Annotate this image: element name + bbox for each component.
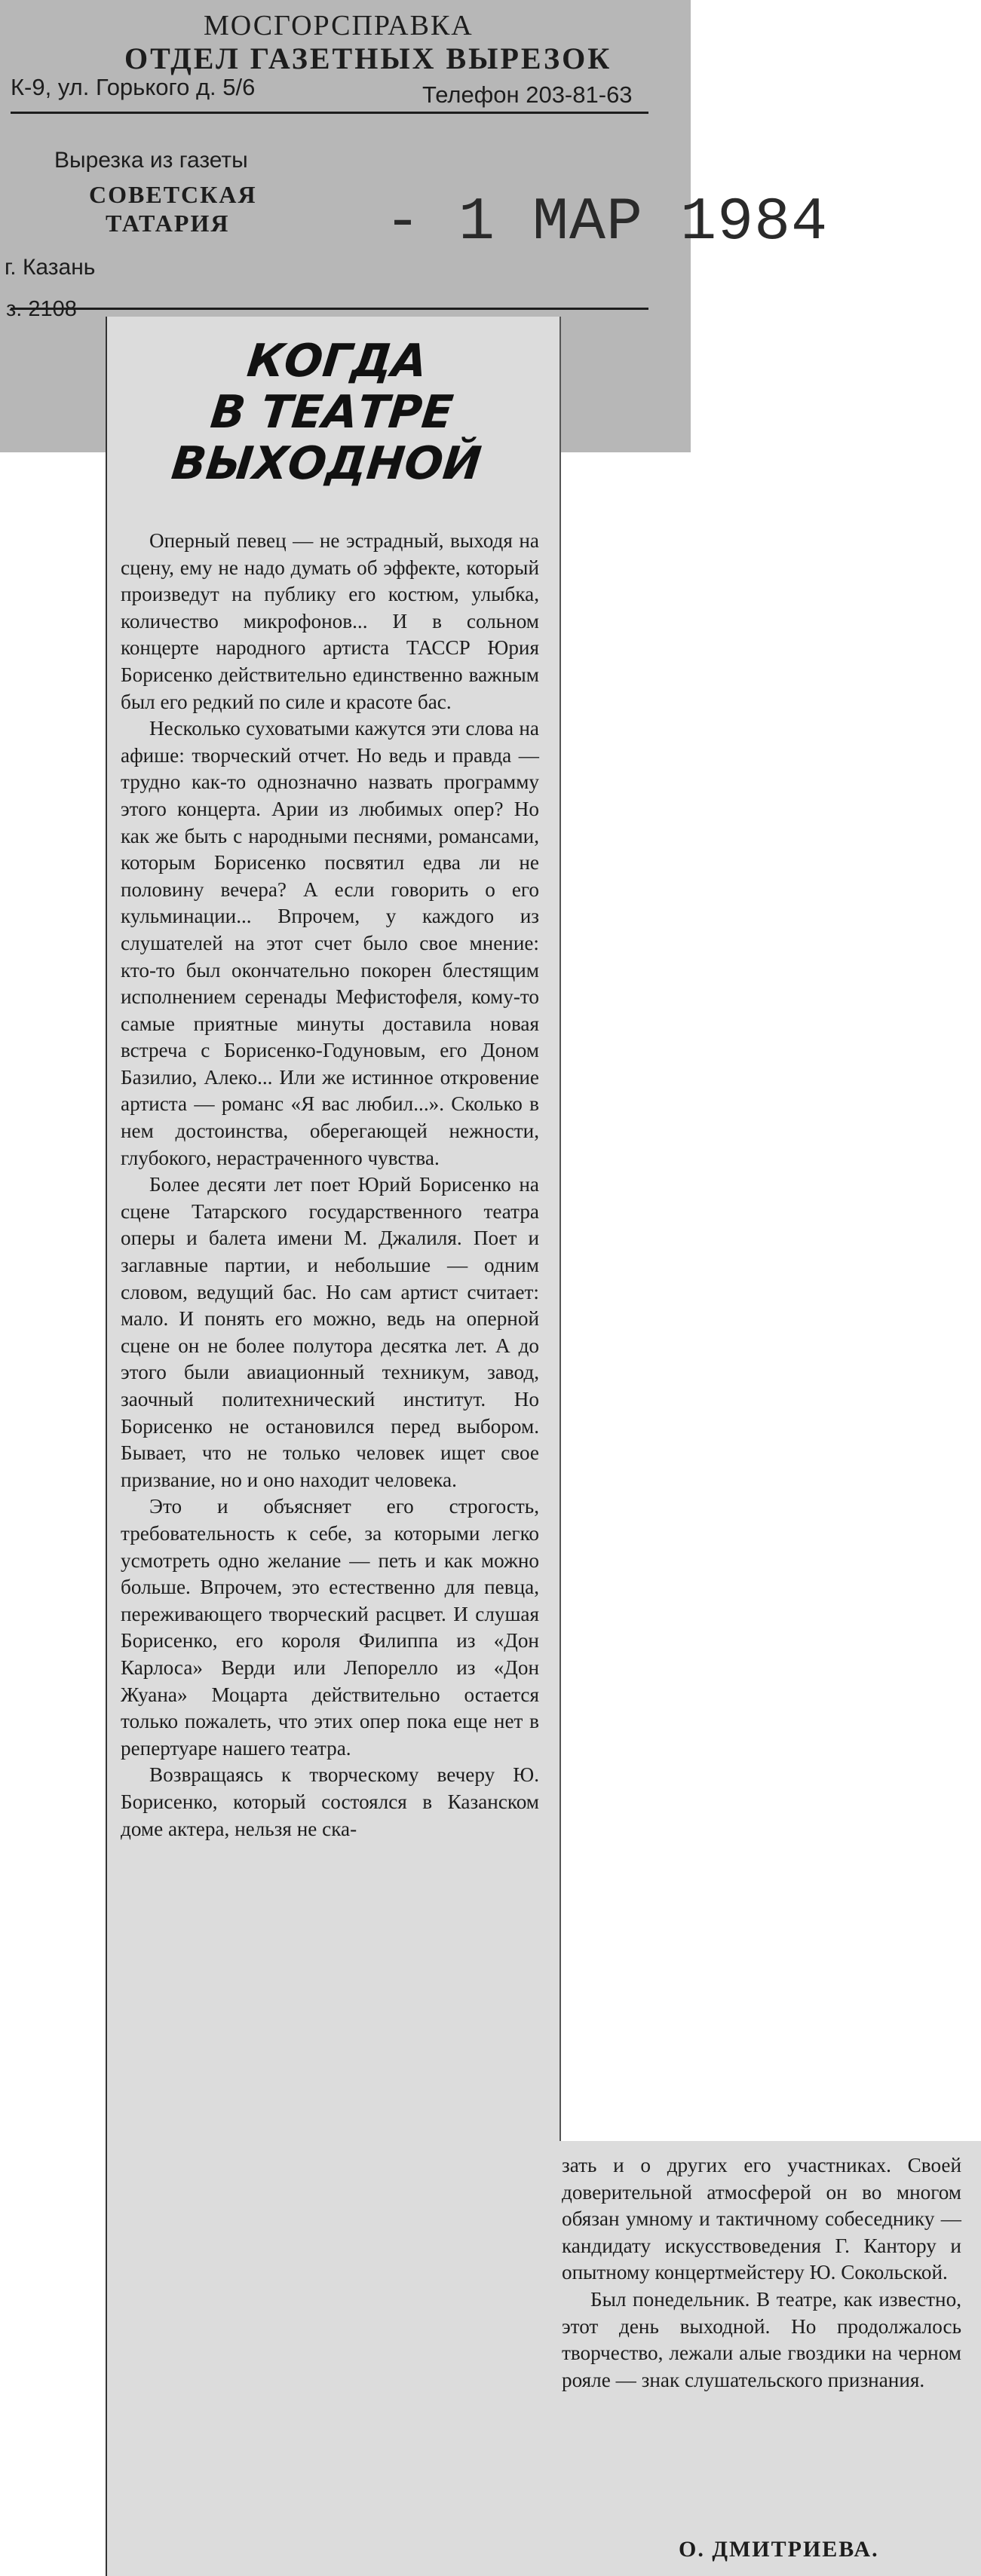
paragraph-2: Несколько суховатыми кажутся эти слова на афише: творческий отчет. Но ведь и правда — трудно как-то однозначно назвать программу этого концерта. Арии из любимых опер? Но как же быть с народными песнями, романсами, которым Борисенко посвятил едва ли не половину вечера? А если говорить о его кульминации... Впрочем, у каждого из слушателей на этот счет было свое мнение: кто-то был окончательно покорен блестящим исполнением серенады Мефистофеля, кому-то самые приятные минуты доставила новая встреча с Борисенко-Годуновым, его Доном Базилио, Алеко... Или же истинное откровение артиста — романс «Я вас любил...». Сколько в нем достоинства, оберегающей нежности, глубокого, нерастраченного чувства. (121, 717, 539, 1169)
paragraph-6: зать и о других его участниках. Своей доверительной атмосферой он во многом обязан умному и тактичному собеседнику — кандидату искусствоведения Г. Кантору и опытному концертмейстеру Ю. Сокольской. (562, 2154, 961, 2284)
agency-phone: Телефон 203-81-63 (422, 81, 633, 108)
paragraph-1: Оперный певец — не эстрадный, выходя на сцену, ему не надо думать об эффекте, который произведут на публику его костюм, улыбка, количество микрофонов... И в сольном концерте народного артиста ТАССР Юрия Борисенко действительно единственно важным был его редкий по силе и красоте бас. (121, 529, 539, 713)
paragraph-5: Возвращаясь к творческому вечеру Ю. Борисенко, который состоялся в Казанском доме актера, нельзя не ска- (121, 1763, 539, 1840)
title-line-2: В ТЕАТРЕ (207, 386, 456, 439)
paragraph-3: Более десяти лет поет Юрий Борисенко на сцене Татарского государственного театра оперы и балета имени М. Джалиля. Поет и заглавные партии, и небольшие — одним словом, ведущий бас. Но сам артист считает: мало. И понять его можно, ведь на оперной сцене он не более полутора десятка лет. А до этого были авиационный техникум, завод, заочный политехнический институт. Но Борисенко не остановился перед выбором. Бывает, что не только человек ищет свое призвание, но и оно находит человека. (121, 1173, 539, 1491)
article-body-column-2 (562, 2152, 961, 2394)
date-stamp: - 1 МАР 1984 (385, 188, 829, 257)
newspaper-name-line2: ТАТАРИЯ (106, 210, 230, 237)
header-rule-top (11, 112, 648, 114)
department-name: ОТДЕЛ ГАЗЕТНЫХ ВЫРЕЗОК (124, 41, 612, 75)
agency-name: МОСГОРСПРАВКА (204, 10, 474, 41)
title-line-3: ВЫХОДНОЙ (169, 437, 484, 490)
title-line-1: КОГДА (244, 335, 430, 387)
city-label: г. Казань (5, 255, 96, 280)
paragraph-7: Был понедельник. В театре, как известно, этот день выходной. Но продолжалось творчество, лежали алые гвоздики на черном рояле — знак слушательского признания. (562, 2287, 961, 2391)
article-title (105, 335, 558, 489)
header-rule-bottom (11, 308, 648, 310)
agency-address: К-9, ул. Горького д. 5/6 (11, 74, 256, 100)
paragraph-4: Это и объясняет его строгость, требовательность к себе, за которыми легко усмотреть одно желание — петь и как можно больше. Впрочем, это естественно для певца, переживающего творческий расцвет. И слушая Борисенко, его короля Филиппа из «Дон Карлоса» Верди или Лепорелло из «Дон Жуана» Моцарта действительно остается только пожалеть, что этих опер пока еще нет в репертуаре нашего театра. (121, 1495, 539, 1760)
cut-from-label: Вырезка из газеты (54, 148, 248, 173)
article-body-column-1 (121, 528, 539, 1842)
author-signature: О. ДМИТРИЕВА. (679, 2537, 879, 2562)
order-number: з. 2108 (6, 297, 77, 321)
newspaper-name-line1: СОВЕТСКАЯ (89, 181, 257, 208)
